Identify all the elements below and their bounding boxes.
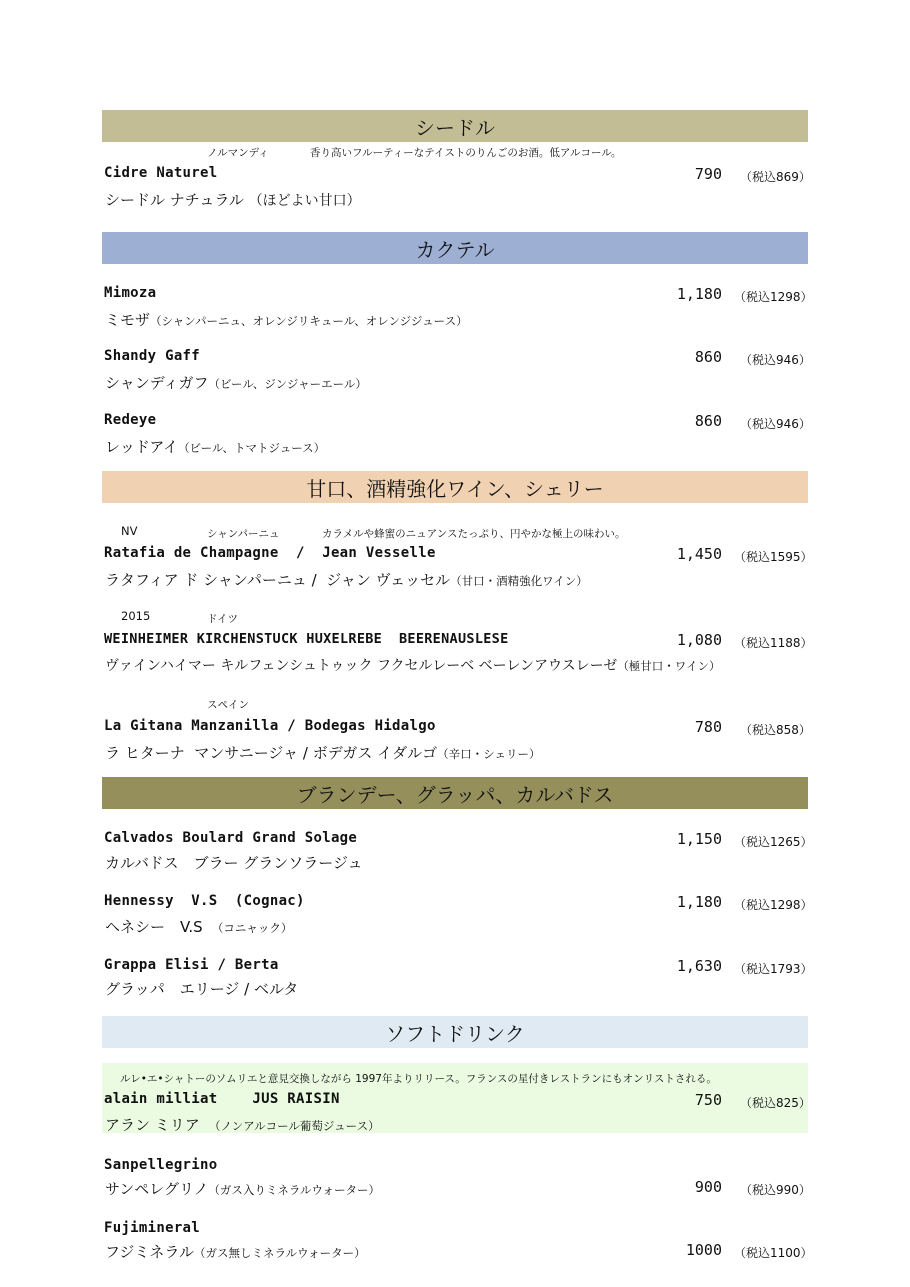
item-tax-price: （税込825） <box>740 1096 811 1110</box>
item-price: 1000 <box>685 1241 722 1259</box>
item-note-jp: （ビール、ジンジャーエール） <box>208 377 367 391</box>
item-description: ルレ•エ•シャトーのソムリエと意見交換しながら 1997年よりリリース。フランスの星付きレストランにもオンリストされる。 <box>120 1073 717 1085</box>
item-name-en: Fujimineral <box>104 1220 201 1236</box>
item-price: 1,150 <box>676 830 722 848</box>
item-name-jp: レッドアイ（ビール、トマトジュース） <box>105 438 326 456</box>
item-note-jp: （極甘口・ワイン） <box>617 659 721 673</box>
item-note-jp: （シャンパーニュ、オレンジリキュール、オレンジジュース） <box>150 314 468 328</box>
item-price: 750 <box>694 1091 722 1109</box>
item-name-en: Sanpellegrino <box>104 1157 218 1173</box>
item-name-jp: フジミネラル（ガス無しミネラルウォーター） <box>105 1243 366 1261</box>
item-description: 香り高いフルーティーなテイストのりんごのお酒。低アルコール。 <box>310 147 622 159</box>
item-price: 790 <box>694 165 722 183</box>
item-name-jp: ミモザ（シャンパーニュ、オレンジリキュール、オレンジジュース） <box>105 311 468 329</box>
item-name-en: Grappa Elisi / Berta <box>104 957 279 973</box>
item-note-jp: （コニャック） <box>217 921 293 935</box>
item-tax-price: （税込1793） <box>734 962 813 976</box>
item-note-jp: （辛口・シェリー） <box>437 747 541 761</box>
item-name-jp: シードル ナチュラル （ほどよい甘口） <box>105 191 361 209</box>
item-tax-price: （税込1100） <box>734 1246 813 1260</box>
section-header-cocktail: カクテル <box>102 232 808 264</box>
item-tax-price: （税込1265） <box>734 835 813 849</box>
item-tax-price: （税込1298） <box>734 898 813 912</box>
item-name-en: La Gitana Manzanilla / Bodegas Hidalgo <box>104 718 436 734</box>
item-tax-price: （税込1595） <box>734 550 813 564</box>
item-price: 1,630 <box>676 957 722 975</box>
item-vintage: NV <box>121 524 138 538</box>
item-region: ノルマンディ <box>207 147 269 159</box>
item-price: 1,450 <box>676 545 722 563</box>
item-name-jp: サンペレグリノ（ガス入りミネラルウォーター） <box>105 1180 381 1198</box>
section-header-soft-drink: ソフトドリンク <box>102 1016 808 1048</box>
item-name-jp: ラタフィア ド シャンパーニュ / ジャン ヴェッセル（甘口・酒精強化ワイン） <box>105 571 588 589</box>
item-name-jp: ヘネシー V.S （コニャック） <box>105 918 293 936</box>
item-description: カラメルや蜂蜜のニュアンスたっぷり、円やかな極上の味わい。 <box>322 528 626 540</box>
item-note-jp: （甘口・酒精強化ワイン） <box>450 574 588 588</box>
item-region: スペイン <box>207 699 249 711</box>
item-tax-price: （税込946） <box>740 353 811 367</box>
item-name-jp: アラン ミリア （ノンアルコール葡萄ジュース） <box>105 1116 380 1134</box>
section-header-dessert-wine: 甘口、酒精強化ワイン、シェリー <box>102 471 808 503</box>
item-note-jp: （ビール、トマトジュース） <box>178 441 326 455</box>
item-price: 1,180 <box>676 893 722 911</box>
item-name-jp: カルバドス ブラー グランソラージュ <box>105 854 363 872</box>
section-header-brandy: ブランデー、グラッパ、カルバドス <box>102 777 808 809</box>
item-name-en: Cidre Naturel <box>104 165 218 181</box>
item-name-en: Mimoza <box>104 285 157 301</box>
item-name-jp: ヴァインハイマー キルフェンシュトゥック フクセルレーベ ベーレンアウスレーゼ（極甘口・ワイン） <box>105 658 721 674</box>
item-price: 860 <box>694 412 722 430</box>
item-name-en: Calvados Boulard Grand Solage <box>104 830 358 846</box>
item-name-en: WEINHEIMER KIRCHENSTUCK HUXELREBE BEERENAUSLESE <box>104 631 509 647</box>
item-name-en: Redeye <box>104 412 157 428</box>
item-note-jp: （ガス入りミネラルウォーター） <box>208 1183 381 1197</box>
item-tax-price: （税込1188） <box>734 636 813 650</box>
item-price: 1,180 <box>676 285 722 303</box>
item-note-jp: （ガス無しミネラルウォーター） <box>193 1246 366 1260</box>
item-name-jp: シャンディガフ（ビール、ジンジャーエール） <box>105 374 367 392</box>
item-price: 1,080 <box>676 631 722 649</box>
item-price: 900 <box>694 1178 722 1196</box>
item-tax-price: （税込946） <box>740 417 811 431</box>
item-tax-price: （税込869） <box>740 170 811 184</box>
item-note-jp: （ノンアルコール葡萄ジュース） <box>214 1119 380 1133</box>
item-name-en: alain milliat JUS RAISIN <box>104 1091 340 1107</box>
section-header-cidre: シードル <box>102 110 808 142</box>
item-note-jp: （ほどよい甘口） <box>248 193 361 209</box>
item-name-en: Hennessy V.S (Cognac) <box>104 893 305 909</box>
item-tax-price: （税込858） <box>740 723 811 737</box>
item-tax-price: （税込1298） <box>734 290 813 304</box>
item-name-en: Shandy Gaff <box>104 348 201 364</box>
item-region: シャンパーニュ <box>207 528 280 540</box>
item-vintage: 2015 <box>121 609 151 623</box>
item-price: 780 <box>694 718 722 736</box>
item-tax-price: （税込990） <box>740 1183 811 1197</box>
item-price: 860 <box>694 348 722 366</box>
item-name-jp: グラッパ エリージ / ベルタ <box>105 980 299 998</box>
item-name-jp: ラ ヒターナ マンサニージャ / ボデガス イダルゴ（辛口・シェリー） <box>105 744 541 762</box>
item-region: ドイツ <box>207 613 238 625</box>
item-name-en: Ratafia de Champagne / Jean Vesselle <box>104 545 436 561</box>
